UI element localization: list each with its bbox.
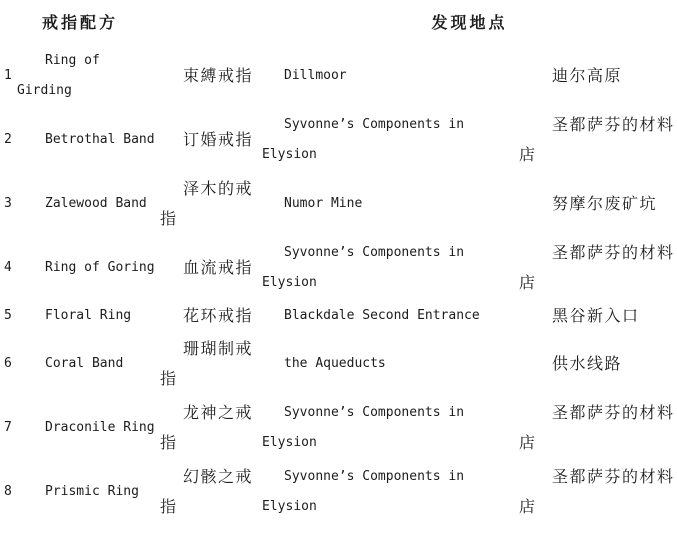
location-cn: 迪尔高原 xyxy=(552,66,623,85)
table-row xyxy=(0,44,677,108)
table-row xyxy=(0,396,677,460)
location-cn: 圣都萨芬的材料店 xyxy=(519,467,675,516)
ring-name-en: Ring of Goring xyxy=(45,260,155,275)
location-cn: 供水线路 xyxy=(552,354,623,373)
table-row xyxy=(0,332,677,396)
ring-name-cn: 幻骸之戒指 xyxy=(160,467,254,516)
ring-name-cn: 束縛戒指 xyxy=(183,66,254,85)
table-row xyxy=(0,460,677,524)
row-number: 6 xyxy=(4,356,12,371)
location-en: Syvonne’s Components in Elysion xyxy=(262,245,465,290)
ring-name-en: Floral Ring xyxy=(45,308,132,323)
row-number: 2 xyxy=(4,132,12,147)
ring-name-en: Zalewood Band xyxy=(45,196,147,211)
location-en: the Aqueducts xyxy=(284,356,386,371)
header-ring-recipes: 戒指配方 xyxy=(42,13,119,32)
row-number: 5 xyxy=(4,308,12,323)
ring-name-en: Betrothal Band xyxy=(45,132,155,147)
row-number: 8 xyxy=(4,484,12,499)
location-en: Numor Mine xyxy=(284,196,363,211)
location-en: Syvonne’s Components in Elysion xyxy=(262,469,465,514)
table-row xyxy=(0,108,677,172)
ring-name-cn: 血流戒指 xyxy=(183,258,254,277)
table-row xyxy=(0,172,677,236)
table-row xyxy=(0,236,677,300)
ring-name-en: Ring of Girding xyxy=(17,53,100,98)
ring-name-en: Coral Band xyxy=(45,356,124,371)
ring-name-en: Prismic Ring xyxy=(45,484,139,499)
location-cn: 圣都萨芬的材料店 xyxy=(519,115,675,164)
rings-table xyxy=(0,2,677,524)
location-en: Dillmoor xyxy=(284,68,347,83)
ring-name-cn: 龙神之戒指 xyxy=(160,403,254,452)
row-number: 1 xyxy=(4,68,12,83)
ring-name-en: Draconile Ring xyxy=(45,420,155,435)
header-discovery-location: 发现地点 xyxy=(431,13,508,32)
row-number: 7 xyxy=(4,420,12,435)
header-spacer xyxy=(160,2,262,44)
location-cn: 圣都萨芬的材料店 xyxy=(519,243,675,292)
ring-name-cn: 花环戒指 xyxy=(183,306,254,325)
location-cn: 圣都萨芬的材料店 xyxy=(519,403,675,452)
location-cn: 黑谷新入口 xyxy=(552,306,640,325)
row-number: 4 xyxy=(4,260,12,275)
location-en: Syvonne’s Components in Elysion xyxy=(262,405,465,450)
table-row xyxy=(0,300,677,332)
table-header-row xyxy=(0,2,677,44)
ring-name-cn: 泽木的戒指 xyxy=(160,179,254,228)
row-number: 3 xyxy=(4,196,12,211)
ring-name-cn: 订婚戒指 xyxy=(183,130,254,149)
location-en: Syvonne’s Components in Elysion xyxy=(262,117,465,162)
location-en: Blackdale Second Entrance xyxy=(284,308,480,323)
ring-name-cn: 珊瑚制戒指 xyxy=(160,339,254,388)
location-cn: 努摩尔废矿坑 xyxy=(552,194,658,213)
